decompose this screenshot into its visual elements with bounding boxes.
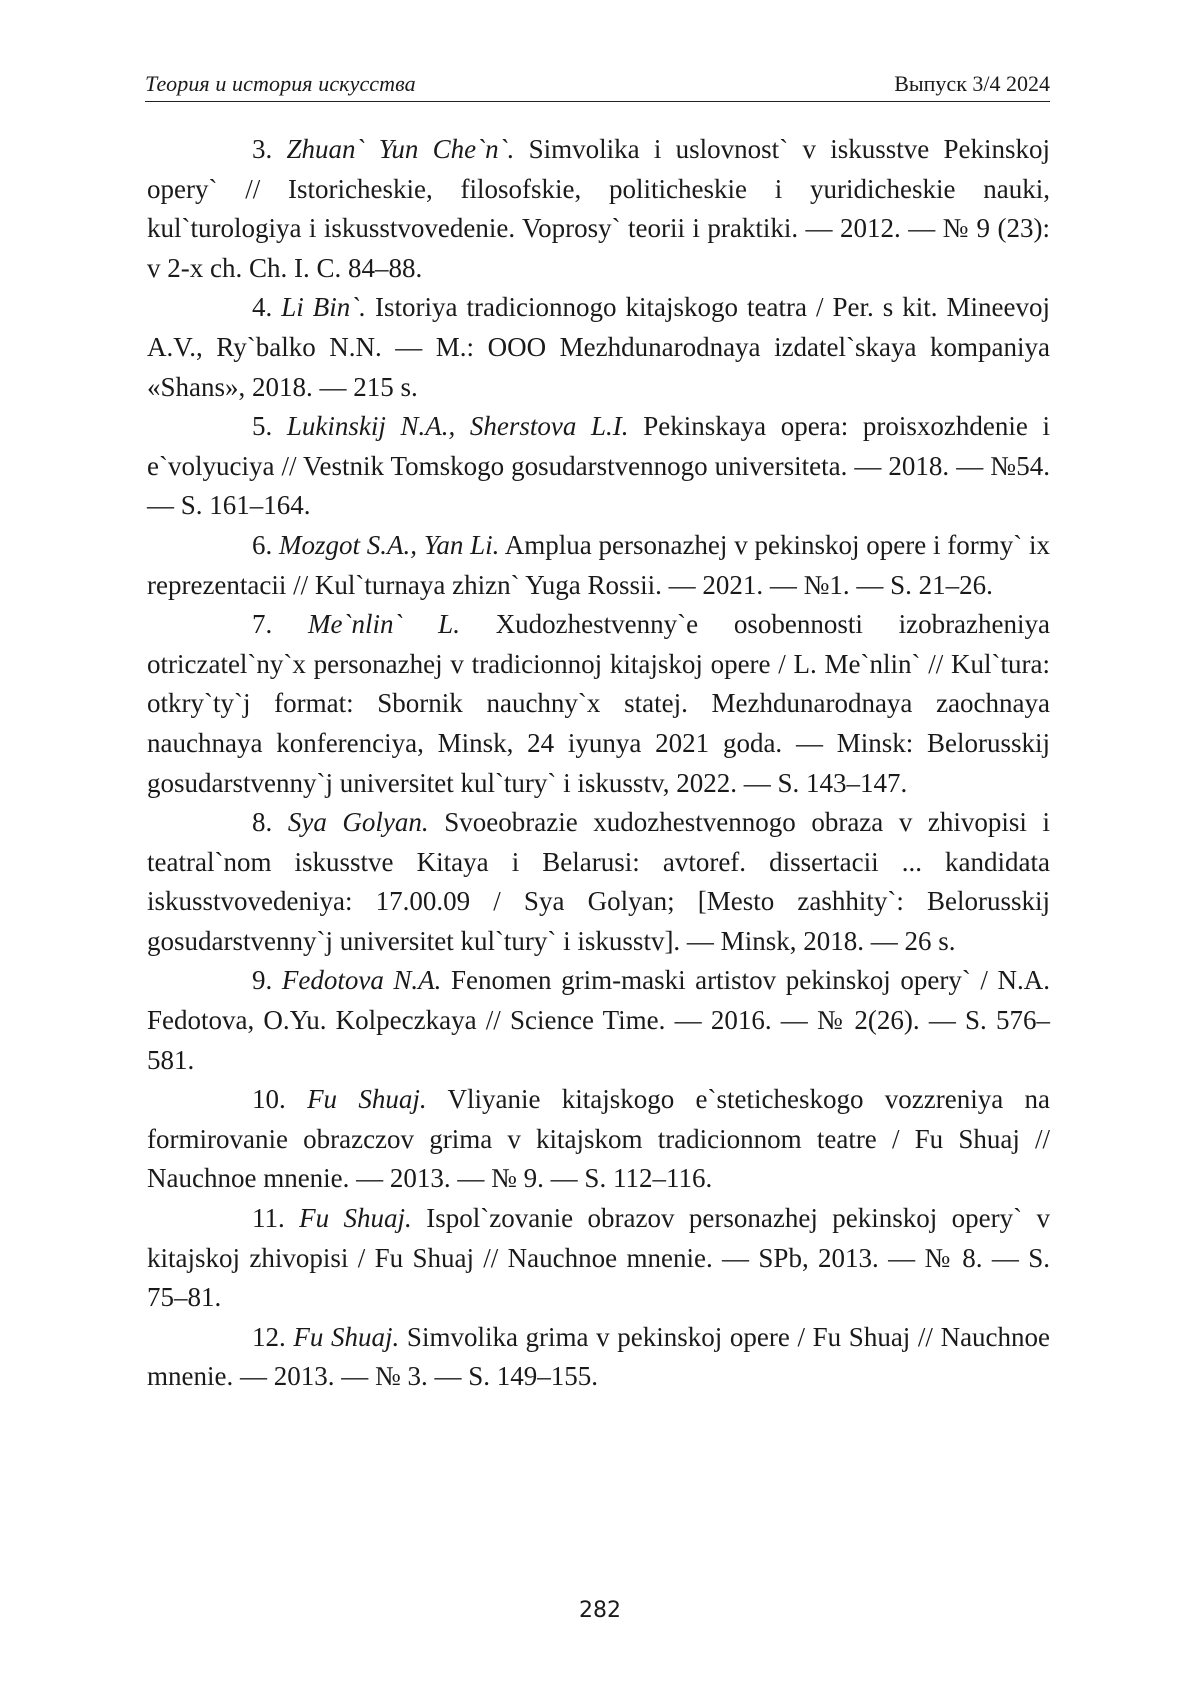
reference-author: Fedotova N.A. (282, 965, 442, 995)
reference-author: Fu Shuaj. (293, 1322, 399, 1352)
reference-text: Amplua personazhej v pekinskoj opere i formy` ix reprezentacii // Kul`turnaya zhizn` Yuga Rossii. — 2021. — №1. — S. 21–26. (147, 530, 1050, 600)
reference-author: Mozgot S.A., Yan Li. (279, 530, 499, 560)
running-header (145, 62, 1050, 102)
reference-number: 4. (252, 292, 272, 322)
reference-number: 10. (252, 1084, 286, 1114)
reference-author: Zhuan` Yun Che`n`. (287, 134, 515, 164)
reference-author: Fu Shuaj. (307, 1084, 427, 1114)
reference-list (147, 130, 1050, 1397)
reference-text: Svoeobrazie xudozhestvennogo obraza v zhivopisi i teatral`nom iskusstve Kitaya i Belarusi: avtoref. dissertacii ... kandidata iskusstvovedeniya: 17.00.09 / Sya Golyan; [Mesto zashhity`: Belorusskij gosudarstvenny`j universitet kul`tury` i iskusstv]. — Minsk, 2018. — 26 s. (147, 807, 1050, 956)
page-number: 282 (0, 1598, 1200, 1623)
reference-item-10 (147, 1080, 1050, 1199)
reference-text: Xudozhestvenny`e osobennosti izobrazheniya otriczatel`ny`x personazhej v tradicionnoj kitajskoj opere / L. Me`nlin` // Kul`tura: otkry`ty`j format: Sbornik nauchny`x statej. Mezhdunarodnaya zaochnaya nauchnaya konferenciya, Minsk, 24 iyunya 2021 goda. — Minsk: Belorusskij gosudarstvenny`j universitet kul`tury` i iskusstv, 2022. — S. 143–147. (147, 609, 1050, 797)
reference-author: Li Bin`. (281, 292, 366, 322)
reference-author: Me`nlin` L. (308, 609, 460, 639)
reference-item-4 (147, 288, 1050, 407)
reference-number: 8. (252, 807, 272, 837)
issue-label: Выпуск 3/4 2024 (894, 71, 1050, 97)
reference-number: 3. (252, 134, 272, 164)
reference-text: Simvolika i uslovnost` v iskusstve Pekinskoj opery` // Istoricheskie, filosofskie, politicheskie i yuridicheskie nauki, kul`turologiya i iskusstvovedenie. Voprosy` teorii i praktiki. — 2012. — № 9 (23): v 2-x ch. Ch. I. C. 84–88. (147, 134, 1050, 283)
reference-text: Vliyanie kitajskogo e`steticheskogo vozzreniya na formirovanie obrazczov grima v kitajskom tradicionnom teatre / Fu Shuaj // Nauchnoe mnenie. — 2013. — № 9. — S. 112–116. (147, 1084, 1050, 1193)
reference-text: Pekinskaya opera: proisxozhdenie i e`volyuciya // Vestnik Tomskogo gosudarstvennogo universiteta. — 2018. — №54. — S. 161–164. (147, 411, 1050, 520)
reference-text: Ispol`zovanie obrazov personazhej pekinskoj opery` v kitajskoj zhivopisi / Fu Shuaj // Nauchnoe mnenie. — SPb, 2013. — № 8. — S. 75–81. (147, 1203, 1050, 1312)
reference-item-5 (147, 407, 1050, 526)
reference-text: Istoriya tradicionnogo kitajskogo teatra / Per. s kit. Mineevoj A.V., Ry`balko N.N. — M.: OOO Mezhdunarodnaya izdatel`skaya kompaniya «Shans», 2018. — 215 s. (147, 292, 1050, 401)
reference-item-11 (147, 1199, 1050, 1318)
reference-author: Lukinskij N.A., Sherstova L.I. (287, 411, 629, 441)
reference-number: 7. (252, 609, 272, 639)
reference-author: Sya Golyan. (288, 807, 429, 837)
reference-number: 12. (252, 1322, 286, 1352)
reference-item-9 (147, 961, 1050, 1080)
reference-item-8 (147, 803, 1050, 961)
reference-number: 5. (252, 411, 272, 441)
reference-text: Simvolika grima v pekinskoj opere / Fu Shuaj // Nauchnoe mnenie. — 2013. — № 3. — S. 149–155. (147, 1322, 1050, 1392)
reference-number: 11. (252, 1203, 285, 1233)
reference-item-7 (147, 605, 1050, 803)
reference-item-3 (147, 130, 1050, 288)
reference-author: Fu Shuaj. (299, 1203, 412, 1233)
reference-text: Fenomen grim-maski artistov pekinskoj opery` / N.A. Fedotova, O.Yu. Kolpeczkaya // Science Time. — 2016. — № 2(26). — S. 576–581. (147, 965, 1050, 1074)
reference-item-12 (147, 1318, 1050, 1397)
reference-item-6 (147, 526, 1050, 605)
reference-number: 9. (252, 965, 272, 995)
journal-title: Теория и история искусства (145, 71, 416, 97)
reference-number: 6. (252, 530, 272, 560)
